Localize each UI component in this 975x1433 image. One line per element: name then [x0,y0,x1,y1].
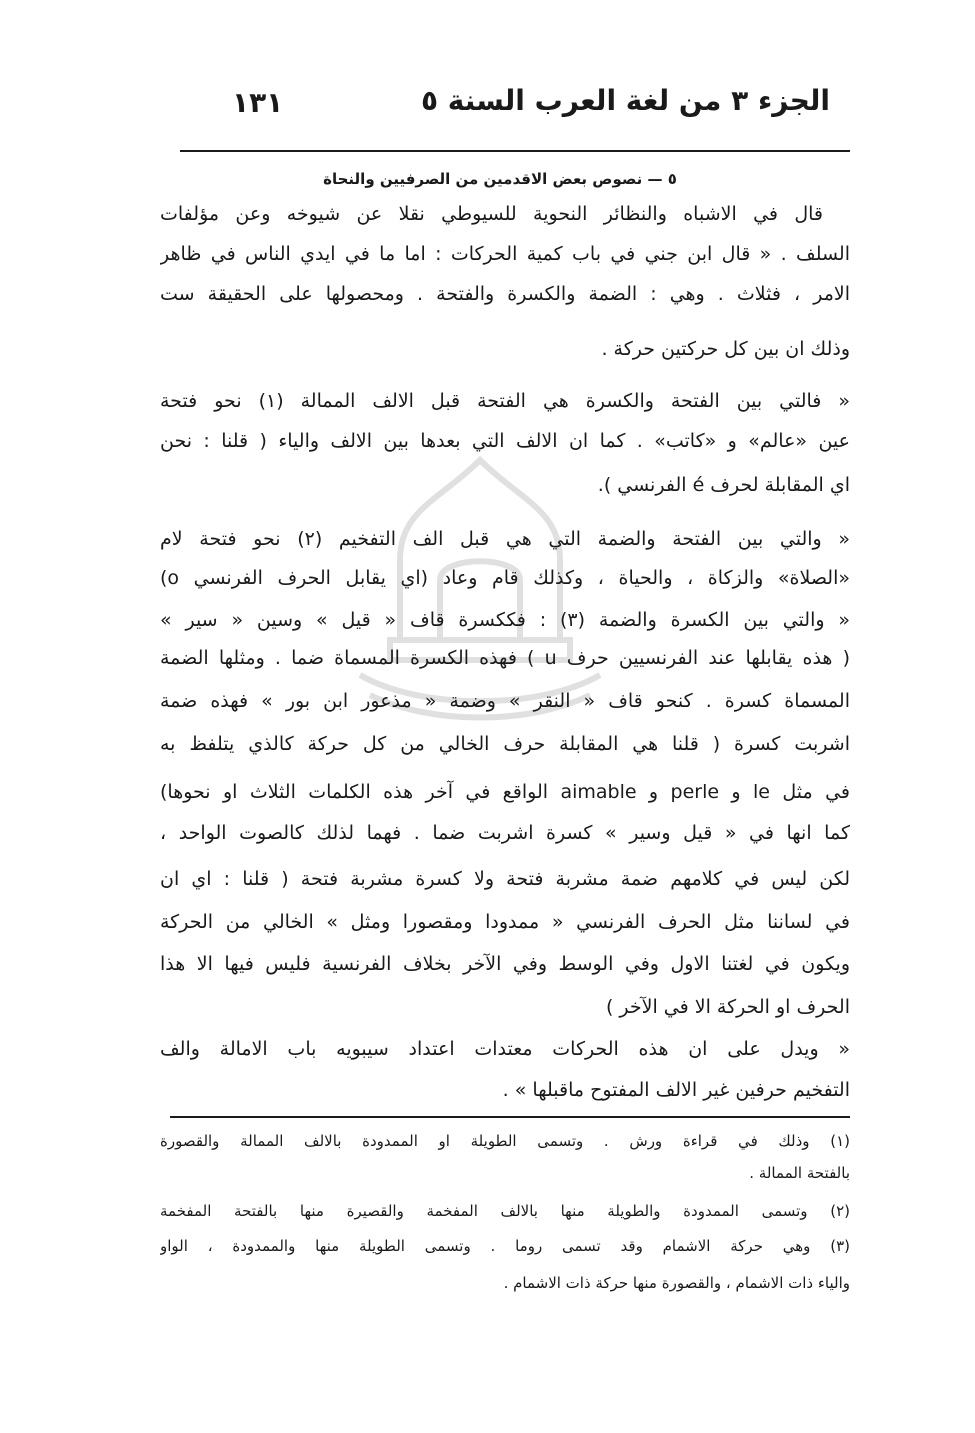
body-line: المسماة كسرة . كنحو قاف « النقر » وضمة « مذعور ابن بور » فهذه ضمة [160,690,850,712]
body-line: اي المقابلة لحرف é الفرنسي ). [597,474,850,496]
footnote-line: بالفتحة الممالة . [749,1164,850,1182]
body-line: كما انها في « قيل وسير » كسرة اشربت ضما . فهما لذلك كالصوت الواحد ، [160,822,850,844]
page-number: ١٣١ [232,86,284,119]
body-line: « والتي بين الفتحة والضمة التي هي قبل الف التفخيم (٢) نحو فتحة لام [160,528,850,550]
body-line: قال في الاشباه والنظائر النحوية للسيوطي نقلا عن شيوخه وعن مؤلفات [160,203,823,225]
body-line: وذلك ان بين كل حركتين حركة . [601,338,850,360]
footnote-line: (٢) وتسمى الممدودة والطويلة منها بالالف المفخمة والقصيرة منها بالفتحة المفخمة [160,1202,850,1220]
footnote-line: (٣) وهي حركة الاشمام وقد تسمى روما . وتسمى الطويلة منها والممدودة ، الواو [160,1237,850,1255]
header-rule [180,150,850,152]
body-line: « فالتي بين الفتحة والكسرة هي الفتحة قبل الالف الممالة (١) نحو فتحة [160,390,850,412]
body-line: في مثل le و perle و aimable الواقع في آخر هذه الكلمات الثلاث او نحوها) [160,781,850,803]
body-line: اشربت كسرة ( قلنا هي المقابلة حرف الخالي من كل حركة كالذي يتلفظ به [160,733,850,755]
footnote-line: (١) وذلك في قراءة ورش . وتسمى الطويلة او الممدودة بالالف الممالة والقصورة [160,1132,850,1150]
body-line: ( هذه يقابلها عند الفرنسيين حرف u ) فهذه الكسرة المسماة ضما . ومثلها الضمة [160,647,850,669]
footnote-line: والياء ذات الاشمام ، والقصورة منها حركة ذات الاشمام . [503,1274,850,1292]
body-line: الامر ، فثلاث . وهي : الضمة والكسرة والفتحة . ومحصولها على الحقيقة ست [160,283,850,305]
body-line: «الصلاة» والزكاة ، والحياة ، وكذلك قام وعاد (اي يقابل الحرف الفرنسي o) [160,567,850,589]
body-line: « ويدل على ان هذه الحركات معتدات اعتداد سيبويه باب الامالة والف [160,1038,850,1060]
footnote-rule [170,1116,850,1118]
body-line: عين «عالم» و «كاتب» . كما ان الالف التي بعدها بين الالف والياء ( قلنا : نحن [160,430,850,452]
running-header-title: الجزء ٣ من لغة العرب السنة ٥ [420,84,830,117]
section-heading: ٥ — نصوص بعض الاقدمين من الصرفيين والنحاة [323,170,677,188]
body-line: في لساننا مثل الحرف الفرنسي « ممدودا ومقصورا ومثل » الخالي من الحركة [160,911,850,933]
body-line: التفخيم حرفين غير الالف المفتوح ماقبلها » . [502,1079,850,1101]
body-line: ويكون في لغتنا الاول وفي الوسط وفي الآخر بخلاف الفرنسية فليس فيها الا هذا [160,953,850,975]
body-line: لكن ليس في كلامهم ضمة مشربة فتحة ولا كسرة مشربة فتحة ( قلنا : اي ان [160,868,850,890]
body-line: الحرف او الحركة الا في الآخر ) [605,996,850,1018]
body-line: « والتي بين الكسرة والضمة (٣) : فككسرة قاف « قيل » وسين « سير » [160,609,850,631]
body-line: السلف . « قال ابن جني في باب كمية الحركات : اما ما في ايدي الناس في ظاهر [160,243,850,265]
